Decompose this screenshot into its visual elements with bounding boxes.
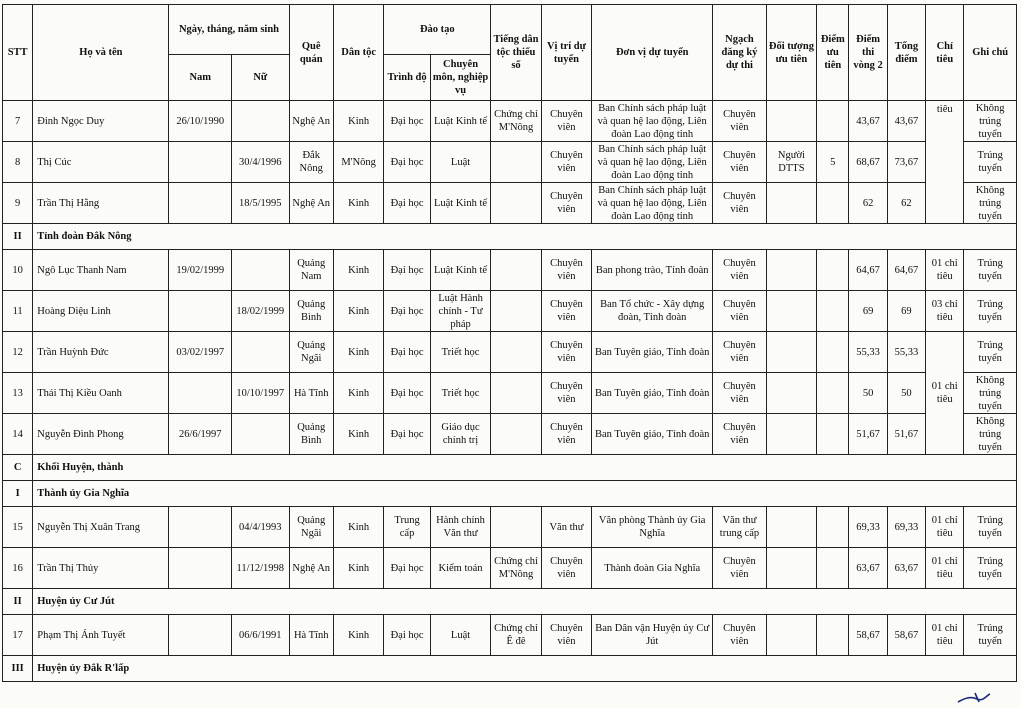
cell-ngach: Chuyên viên	[713, 414, 766, 455]
cell-stt: 12	[3, 332, 33, 373]
cell-nu	[232, 101, 290, 142]
cell-nu: 30/4/1996	[232, 142, 290, 183]
cell-vitri: Chuyên viên	[541, 142, 591, 183]
cell-chitieu: 03 chỉ tiêu	[926, 291, 964, 332]
cell-ngach: Văn thư trung cấp	[713, 507, 766, 548]
cell-tongdiem: 63,67	[887, 548, 925, 589]
section-label: C	[3, 455, 33, 481]
cell-diemut	[817, 548, 849, 589]
cell-nam: 26/10/1990	[169, 101, 232, 142]
cell-nam	[169, 291, 232, 332]
cell-nam	[169, 183, 232, 224]
cell-chitieu: tiêu	[926, 101, 964, 224]
header-don-vi: Đơn vị dự tuyển	[592, 5, 713, 101]
cell-nu	[232, 414, 290, 455]
cell-diemthi: 50	[849, 373, 887, 414]
cell-dantoc: Kinh	[333, 548, 383, 589]
cell-ghichu: Trúng tuyển	[964, 548, 1017, 589]
cell-diemthi: 69,33	[849, 507, 887, 548]
cell-name: Nguyễn Thị Xuân Trang	[33, 507, 169, 548]
cell-doituong	[766, 548, 816, 589]
cell-name: Hoàng Diệu Linh	[33, 291, 169, 332]
cell-donvi: Ban Tuyên giáo, Tỉnh đoàn	[592, 332, 713, 373]
cell-vitri: Chuyên viên	[541, 414, 591, 455]
cell-doituong	[766, 250, 816, 291]
header-nam: Nam	[169, 55, 232, 101]
cell-diemut	[817, 332, 849, 373]
cell-donvi: Ban Chính sách pháp luật và quan hệ lao động, Liên đoàn Lao động tỉnh	[592, 101, 713, 142]
cell-nam: 19/02/1999	[169, 250, 232, 291]
cell-name: Thị Cúc	[33, 142, 169, 183]
cell-diemthi: 51,67	[849, 414, 887, 455]
cell-nu	[232, 332, 290, 373]
cell-doituong: Người DTTS	[766, 142, 816, 183]
cell-chuyenmon: Kiểm toán	[430, 548, 491, 589]
cell-ngach: Chuyên viên	[713, 183, 766, 224]
cell-vitri: Chuyên viên	[541, 332, 591, 373]
cell-nu: 11/12/1998	[232, 548, 290, 589]
cell-nu: 04/4/1993	[232, 507, 290, 548]
cell-tiengdt: Chứng chỉ M'Nông	[491, 101, 541, 142]
cell-nu: 10/10/1997	[232, 373, 290, 414]
section-row	[3, 656, 1017, 682]
cell-nam	[169, 142, 232, 183]
cell-tiengdt: Chứng chỉ Ê đê	[491, 615, 541, 656]
cell-tiengdt	[491, 414, 541, 455]
cell-trinhdo: Trung cấp	[384, 507, 430, 548]
cell-trinhdo: Đại học	[384, 373, 430, 414]
cell-doituong	[766, 507, 816, 548]
cell-diemthi: 63,67	[849, 548, 887, 589]
cell-tongdiem: 58,67	[887, 615, 925, 656]
cell-tiengdt: Chứng chỉ M'Nông	[491, 548, 541, 589]
table-row	[3, 615, 1017, 656]
cell-ngach: Chuyên viên	[713, 332, 766, 373]
cell-chuyenmon: Giáo dục chính trị	[430, 414, 491, 455]
cell-trinhdo: Đại học	[384, 101, 430, 142]
cell-trinhdo: Đại học	[384, 414, 430, 455]
signature-mark	[957, 692, 991, 704]
cell-que: Nghệ An	[289, 101, 333, 142]
cell-dantoc: Kinh	[333, 615, 383, 656]
cell-chuyenmon: Luật	[430, 615, 491, 656]
section-title: Huyện ủy Đắk R'lấp	[33, 656, 1017, 682]
cell-ghichu: Không trúng tuyển	[964, 414, 1017, 455]
header-diem-uu-tien: Điểm ưu tiên	[817, 5, 849, 101]
header-tong-diem: Tổng điểm	[887, 5, 925, 101]
table-row	[3, 101, 1017, 142]
cell-doituong	[766, 183, 816, 224]
header-chi-tieu: Chỉ tiêu	[926, 5, 964, 101]
cell-ngach: Chuyên viên	[713, 101, 766, 142]
section-row	[3, 481, 1017, 507]
cell-dantoc: Kinh	[333, 414, 383, 455]
cell-name: Nguyễn Đình Phong	[33, 414, 169, 455]
header-trinh-do: Trình độ	[384, 55, 430, 101]
header-dao-tao: Đào tạo	[384, 5, 491, 55]
table-row	[3, 183, 1017, 224]
cell-tiengdt	[491, 142, 541, 183]
cell-donvi: Thành đoàn Gia Nghĩa	[592, 548, 713, 589]
header-ghi-chu: Ghi chú	[964, 5, 1017, 101]
cell-trinhdo: Đại học	[384, 142, 430, 183]
section-label: II	[3, 589, 33, 615]
cell-tongdiem: 64,67	[887, 250, 925, 291]
cell-ngach: Chuyên viên	[713, 142, 766, 183]
cell-chitieu: 01 chỉ tiêu	[926, 548, 964, 589]
cell-vitri: Chuyên viên	[541, 548, 591, 589]
table-row	[3, 373, 1017, 414]
cell-stt: 11	[3, 291, 33, 332]
header-dan-toc: Dân tộc	[333, 5, 383, 101]
cell-donvi: Văn phòng Thành ủy Gia Nghĩa	[592, 507, 713, 548]
cell-vitri: Chuyên viên	[541, 183, 591, 224]
table-row	[3, 142, 1017, 183]
header-nu: Nữ	[232, 55, 290, 101]
cell-que: Nghệ An	[289, 548, 333, 589]
header-ho-ten: Họ và tên	[33, 5, 169, 101]
cell-doituong	[766, 414, 816, 455]
cell-ngach: Chuyên viên	[713, 615, 766, 656]
cell-ghichu: Không trúng tuyển	[964, 373, 1017, 414]
section-row	[3, 589, 1017, 615]
header-que-quan: Quê quán	[289, 5, 333, 101]
cell-diemut	[817, 615, 849, 656]
cell-diemthi: 58,67	[849, 615, 887, 656]
cell-ngach: Chuyên viên	[713, 291, 766, 332]
cell-ngach: Chuyên viên	[713, 250, 766, 291]
cell-diemut	[817, 250, 849, 291]
cell-diemthi: 64,67	[849, 250, 887, 291]
cell-diemut	[817, 183, 849, 224]
cell-doituong	[766, 373, 816, 414]
cell-name: Trần Thị Thủy	[33, 548, 169, 589]
cell-vitri: Chuyên viên	[541, 615, 591, 656]
cell-tongdiem: 62	[887, 183, 925, 224]
section-title: Khối Huyện, thành	[33, 455, 1017, 481]
cell-tongdiem: 69,33	[887, 507, 925, 548]
cell-nu	[232, 250, 290, 291]
cell-nu: 18/5/1995	[232, 183, 290, 224]
cell-chuyenmon: Triết học	[430, 373, 491, 414]
cell-vitri: Chuyên viên	[541, 250, 591, 291]
cell-diemthi: 62	[849, 183, 887, 224]
cell-stt: 7	[3, 101, 33, 142]
cell-vitri: Văn thư	[541, 507, 591, 548]
cell-stt: 17	[3, 615, 33, 656]
cell-diemut	[817, 507, 849, 548]
cell-que: Nghệ An	[289, 183, 333, 224]
cell-name: Trần Thị Hằng	[33, 183, 169, 224]
header-diem-thi: Điểm thi vòng 2	[849, 5, 887, 101]
cell-nam	[169, 615, 232, 656]
table-row	[3, 291, 1017, 332]
cell-tongdiem: 55,33	[887, 332, 925, 373]
cell-name: Thái Thị Kiều Oanh	[33, 373, 169, 414]
cell-dantoc: Kinh	[333, 250, 383, 291]
cell-que: Đắk Nông	[289, 142, 333, 183]
cell-ghichu: Trúng tuyển	[964, 332, 1017, 373]
cell-name: Ngô Lục Thanh Nam	[33, 250, 169, 291]
header-tieng-dan-toc: Tiếng dân tộc thiểu số	[491, 5, 541, 101]
cell-ghichu: Trúng tuyển	[964, 507, 1017, 548]
cell-que: Quảng Bình	[289, 414, 333, 455]
cell-nam	[169, 507, 232, 548]
cell-dantoc: M'Nông	[333, 142, 383, 183]
cell-que: Hà Tĩnh	[289, 373, 333, 414]
cell-tiengdt	[491, 291, 541, 332]
cell-chuyenmon: Luật Hành chính - Tư pháp	[430, 291, 491, 332]
cell-nam: 26/6/1997	[169, 414, 232, 455]
cell-trinhdo: Đại học	[384, 250, 430, 291]
cell-ghichu: Trúng tuyển	[964, 250, 1017, 291]
header-ngach: Ngạch đăng ký dự thi	[713, 5, 766, 101]
cell-diemut	[817, 373, 849, 414]
section-title: Thành ủy Gia Nghĩa	[33, 481, 1017, 507]
cell-chitieu: 01 chỉ tiêu	[926, 507, 964, 548]
cell-donvi: Ban Chính sách pháp luật và quan hệ lao động, Liên đoàn Lao động tỉnh	[592, 142, 713, 183]
cell-nu: 06/6/1991	[232, 615, 290, 656]
cell-diemut: 5	[817, 142, 849, 183]
cell-chuyenmon: Luật Kinh tế	[430, 250, 491, 291]
cell-dantoc: Kinh	[333, 507, 383, 548]
table-row	[3, 548, 1017, 589]
cell-donvi: Ban Tuyên giáo, Tỉnh đoàn	[592, 373, 713, 414]
cell-vitri: Chuyên viên	[541, 291, 591, 332]
cell-trinhdo: Đại học	[384, 615, 430, 656]
cell-tongdiem: 43,67	[887, 101, 925, 142]
cell-tongdiem: 73,67	[887, 142, 925, 183]
cell-tiengdt	[491, 183, 541, 224]
cell-dantoc: Kinh	[333, 291, 383, 332]
section-row	[3, 455, 1017, 481]
cell-doituong	[766, 101, 816, 142]
cell-chuyenmon: Luật Kinh tế	[430, 183, 491, 224]
cell-tongdiem: 69	[887, 291, 925, 332]
cell-ngach: Chuyên viên	[713, 373, 766, 414]
cell-ngach: Chuyên viên	[713, 548, 766, 589]
cell-donvi: Ban Tổ chức - Xây dựng đoàn, Tỉnh đoàn	[592, 291, 713, 332]
cell-que: Hà Tĩnh	[289, 615, 333, 656]
cell-tiengdt	[491, 507, 541, 548]
cell-ghichu: Trúng tuyển	[964, 291, 1017, 332]
cell-diemthi: 55,33	[849, 332, 887, 373]
cell-name: Trần Huỳnh Đức	[33, 332, 169, 373]
cell-donvi: Ban Tuyên giáo, Tỉnh đoàn	[592, 414, 713, 455]
cell-que: Quảng Bình	[289, 291, 333, 332]
cell-diemthi: 69	[849, 291, 887, 332]
table-row	[3, 332, 1017, 373]
cell-ghichu: Không trúng tuyển	[964, 183, 1017, 224]
cell-tiengdt	[491, 332, 541, 373]
table-row	[3, 414, 1017, 455]
cell-stt: 9	[3, 183, 33, 224]
cell-stt: 15	[3, 507, 33, 548]
cell-trinhdo: Đại học	[384, 332, 430, 373]
cell-diemthi: 68,67	[849, 142, 887, 183]
cell-dantoc: Kinh	[333, 101, 383, 142]
cell-tongdiem: 51,67	[887, 414, 925, 455]
section-row	[3, 224, 1017, 250]
cell-trinhdo: Đại học	[384, 291, 430, 332]
cell-nam	[169, 373, 232, 414]
cell-doituong	[766, 291, 816, 332]
cell-diemut	[817, 101, 849, 142]
cell-dantoc: Kinh	[333, 183, 383, 224]
cell-que: Quảng Ngãi	[289, 507, 333, 548]
cell-diemthi: 43,67	[849, 101, 887, 142]
table-row	[3, 507, 1017, 548]
cell-que: Quảng Ngãi	[289, 332, 333, 373]
header-doi-tuong: Đối tượng ưu tiên	[766, 5, 816, 101]
cell-chitieu: 01 chỉ tiêu	[926, 332, 964, 455]
results-table	[2, 4, 1017, 682]
cell-donvi: Ban phong trào, Tỉnh đoàn	[592, 250, 713, 291]
header-vi-tri: Vị trí dự tuyển	[541, 5, 591, 101]
section-label: I	[3, 481, 33, 507]
cell-doituong	[766, 332, 816, 373]
cell-vitri: Chuyên viên	[541, 373, 591, 414]
cell-name: Đinh Ngọc Duy	[33, 101, 169, 142]
cell-trinhdo: Đại học	[384, 548, 430, 589]
section-label: II	[3, 224, 33, 250]
cell-tongdiem: 50	[887, 373, 925, 414]
cell-ghichu: Trúng tuyển	[964, 615, 1017, 656]
cell-stt: 10	[3, 250, 33, 291]
cell-dantoc: Kinh	[333, 373, 383, 414]
cell-chuyenmon: Hành chính Văn thư	[430, 507, 491, 548]
cell-ghichu: Không trúng tuyển	[964, 101, 1017, 142]
cell-stt: 14	[3, 414, 33, 455]
cell-tiengdt	[491, 250, 541, 291]
cell-chitieu: 01 chỉ tiêu	[926, 250, 964, 291]
section-title: Tỉnh đoàn Đắk Nông	[33, 224, 1017, 250]
header-ngay-sinh: Ngày, tháng, năm sinh	[169, 5, 289, 55]
cell-name: Phạm Thị Ánh Tuyết	[33, 615, 169, 656]
cell-chuyenmon: Luật	[430, 142, 491, 183]
cell-stt: 8	[3, 142, 33, 183]
cell-chuyenmon: Luật Kinh tế	[430, 101, 491, 142]
cell-diemut	[817, 414, 849, 455]
cell-donvi: Ban Dân vận Huyện ủy Cư Jút	[592, 615, 713, 656]
cell-nam: 03/02/1997	[169, 332, 232, 373]
cell-vitri: Chuyên viên	[541, 101, 591, 142]
cell-stt: 13	[3, 373, 33, 414]
table-row	[3, 250, 1017, 291]
header-stt: STT	[3, 5, 33, 101]
cell-donvi: Ban Chính sách pháp luật và quan hệ lao động, Liên đoàn Lao động tỉnh	[592, 183, 713, 224]
cell-dantoc: Kinh	[333, 332, 383, 373]
cell-stt: 16	[3, 548, 33, 589]
section-title: Huyện ủy Cư Jút	[33, 589, 1017, 615]
cell-doituong	[766, 615, 816, 656]
cell-tiengdt	[491, 373, 541, 414]
cell-ghichu: Trúng tuyển	[964, 142, 1017, 183]
cell-chitieu: 01 chỉ tiêu	[926, 615, 964, 656]
section-label: III	[3, 656, 33, 682]
cell-nu: 18/02/1999	[232, 291, 290, 332]
cell-que: Quảng Nam	[289, 250, 333, 291]
header-chuyen-mon: Chuyên môn, nghiệp vụ	[430, 55, 491, 101]
cell-chuyenmon: Triết học	[430, 332, 491, 373]
cell-trinhdo: Đại học	[384, 183, 430, 224]
cell-diemut	[817, 291, 849, 332]
cell-nam	[169, 548, 232, 589]
